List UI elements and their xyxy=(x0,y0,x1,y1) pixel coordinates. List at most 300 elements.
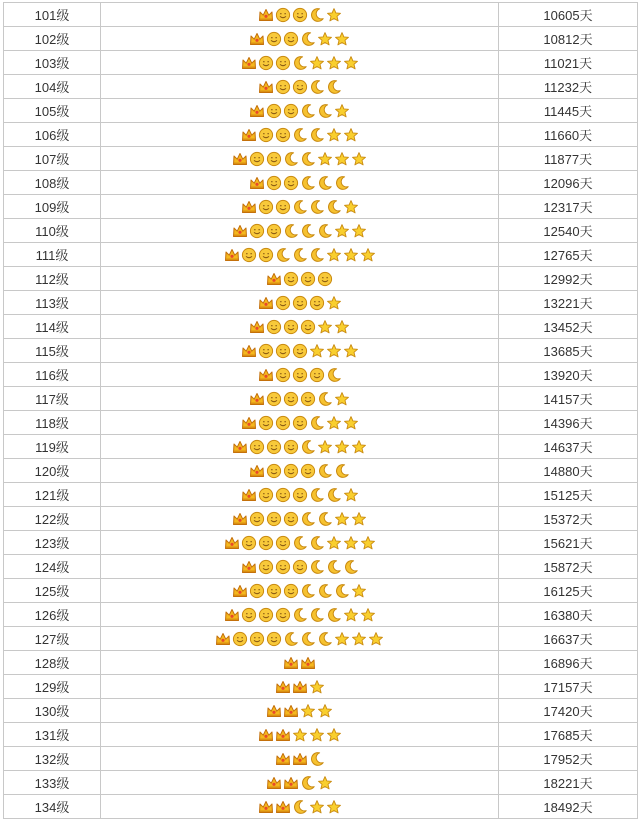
moon-icon xyxy=(317,175,333,191)
crown-icon xyxy=(241,559,257,575)
level-icons-cell xyxy=(101,579,499,603)
moon-icon xyxy=(292,607,308,623)
days-cell: 14157天 xyxy=(499,387,638,411)
moon-icon xyxy=(317,583,333,599)
sun-icon xyxy=(275,415,291,431)
star-icon xyxy=(343,343,359,359)
days-cell: 16125天 xyxy=(499,579,638,603)
table-row xyxy=(4,555,638,579)
star-icon xyxy=(326,55,342,71)
level-icons-cell xyxy=(101,195,499,219)
moon-icon xyxy=(309,535,325,551)
sun-icon xyxy=(258,487,274,503)
star-icon xyxy=(351,511,367,527)
star-icon xyxy=(326,799,342,815)
level-cell: 116级 xyxy=(4,363,101,387)
sun-icon xyxy=(258,127,274,143)
table-row xyxy=(4,315,638,339)
sun-icon xyxy=(266,223,282,239)
table-row xyxy=(4,771,638,795)
star-icon xyxy=(334,319,350,335)
sun-icon xyxy=(266,319,282,335)
level-icons-cell xyxy=(101,123,499,147)
star-icon xyxy=(309,343,325,359)
level-icons-cell xyxy=(101,627,499,651)
table-row xyxy=(4,291,638,315)
sun-icon xyxy=(283,319,299,335)
moon-icon xyxy=(326,199,342,215)
level-icons-cell xyxy=(101,315,499,339)
star-icon xyxy=(317,31,333,47)
table-row xyxy=(4,195,638,219)
moon-icon xyxy=(309,559,325,575)
table-row xyxy=(4,75,638,99)
star-icon xyxy=(351,223,367,239)
table-row xyxy=(4,531,638,555)
crown-icon xyxy=(249,391,265,407)
days-cell: 13685天 xyxy=(499,339,638,363)
star-icon xyxy=(360,607,376,623)
sun-icon xyxy=(266,151,282,167)
moon-icon xyxy=(275,247,291,263)
table-row xyxy=(4,267,638,291)
sun-icon xyxy=(275,127,291,143)
sun-icon xyxy=(258,343,274,359)
days-cell: 14880天 xyxy=(499,459,638,483)
crown-icon xyxy=(232,151,248,167)
star-icon xyxy=(317,439,333,455)
level-cell: 101级 xyxy=(4,3,101,27)
level-cell: 109级 xyxy=(4,195,101,219)
sun-icon xyxy=(283,439,299,455)
star-icon xyxy=(343,535,359,551)
star-icon xyxy=(309,727,325,743)
star-icon xyxy=(326,127,342,143)
star-icon xyxy=(334,223,350,239)
level-cell: 103级 xyxy=(4,51,101,75)
level-cell: 110级 xyxy=(4,219,101,243)
moon-icon xyxy=(309,247,325,263)
sun-icon xyxy=(317,271,333,287)
sun-icon xyxy=(249,151,265,167)
sun-icon xyxy=(283,583,299,599)
level-icons-cell xyxy=(101,147,499,171)
star-icon xyxy=(343,199,359,215)
moon-icon xyxy=(317,223,333,239)
star-icon xyxy=(326,535,342,551)
level-cell: 131级 xyxy=(4,723,101,747)
sun-icon xyxy=(249,583,265,599)
days-cell: 12540天 xyxy=(499,219,638,243)
level-cell: 130级 xyxy=(4,699,101,723)
sun-icon xyxy=(292,295,308,311)
crown-icon xyxy=(258,295,274,311)
crown-icon xyxy=(283,703,299,719)
crown-icon xyxy=(249,31,265,47)
level-icons-cell xyxy=(101,339,499,363)
level-icons-cell xyxy=(101,219,499,243)
moon-icon xyxy=(283,631,299,647)
moon-icon xyxy=(326,367,342,383)
sun-icon xyxy=(275,55,291,71)
crown-icon xyxy=(258,367,274,383)
table-row xyxy=(4,411,638,435)
sun-icon xyxy=(275,487,291,503)
sun-icon xyxy=(300,391,316,407)
moon-icon xyxy=(292,247,308,263)
moon-icon xyxy=(326,79,342,95)
crown-icon xyxy=(275,727,291,743)
days-cell: 14396天 xyxy=(499,411,638,435)
crown-icon xyxy=(258,727,274,743)
level-cell: 119级 xyxy=(4,435,101,459)
sun-icon xyxy=(283,271,299,287)
table-row xyxy=(4,579,638,603)
star-icon xyxy=(351,631,367,647)
days-cell: 13221天 xyxy=(499,291,638,315)
table-row xyxy=(4,459,638,483)
table-row xyxy=(4,27,638,51)
level-cell: 122级 xyxy=(4,507,101,531)
level-icons-cell xyxy=(101,411,499,435)
sun-icon xyxy=(241,535,257,551)
days-cell: 16896天 xyxy=(499,651,638,675)
moon-icon xyxy=(283,223,299,239)
star-icon xyxy=(300,703,316,719)
sun-icon xyxy=(266,391,282,407)
level-cell: 134级 xyxy=(4,795,101,819)
days-cell: 10812天 xyxy=(499,27,638,51)
table-row xyxy=(4,603,638,627)
days-cell: 15872天 xyxy=(499,555,638,579)
days-cell: 10605天 xyxy=(499,3,638,27)
crown-icon xyxy=(283,655,299,671)
star-icon xyxy=(351,439,367,455)
sun-icon xyxy=(249,511,265,527)
sun-icon xyxy=(258,559,274,575)
star-icon xyxy=(343,55,359,71)
star-icon xyxy=(317,703,333,719)
sun-icon xyxy=(292,79,308,95)
crown-icon xyxy=(249,463,265,479)
sun-icon xyxy=(292,415,308,431)
sun-icon xyxy=(292,487,308,503)
sun-icon xyxy=(275,367,291,383)
moon-icon xyxy=(292,199,308,215)
crown-icon xyxy=(232,583,248,599)
moon-icon xyxy=(309,607,325,623)
moon-icon xyxy=(334,463,350,479)
sun-icon xyxy=(266,583,282,599)
sun-icon xyxy=(275,295,291,311)
star-icon xyxy=(343,415,359,431)
crown-icon xyxy=(241,487,257,503)
crown-icon xyxy=(249,175,265,191)
table-row xyxy=(4,243,638,267)
crown-icon xyxy=(283,775,299,791)
moon-icon xyxy=(317,511,333,527)
level-icons-cell xyxy=(101,171,499,195)
days-cell: 17420天 xyxy=(499,699,638,723)
moon-icon xyxy=(334,175,350,191)
level-cell: 124级 xyxy=(4,555,101,579)
sun-icon xyxy=(258,535,274,551)
crown-icon xyxy=(266,703,282,719)
moon-icon xyxy=(300,103,316,119)
moon-icon xyxy=(292,55,308,71)
level-cell: 121级 xyxy=(4,483,101,507)
sun-icon xyxy=(258,415,274,431)
level-cell: 107级 xyxy=(4,147,101,171)
crown-icon xyxy=(224,247,240,263)
days-cell: 15372天 xyxy=(499,507,638,531)
star-icon xyxy=(292,727,308,743)
moon-icon xyxy=(300,223,316,239)
crown-icon xyxy=(292,751,308,767)
level-icons-cell xyxy=(101,531,499,555)
days-cell: 11877天 xyxy=(499,147,638,171)
moon-icon xyxy=(309,79,325,95)
moon-icon xyxy=(309,487,325,503)
crown-icon xyxy=(232,511,248,527)
moon-icon xyxy=(300,439,316,455)
sun-icon xyxy=(266,103,282,119)
moon-icon xyxy=(334,583,350,599)
level-icons-cell xyxy=(101,603,499,627)
table-row xyxy=(4,99,638,123)
sun-icon xyxy=(232,631,248,647)
days-cell: 18221天 xyxy=(499,771,638,795)
crown-icon xyxy=(300,655,316,671)
sun-icon xyxy=(309,295,325,311)
table-row xyxy=(4,363,638,387)
sun-icon xyxy=(258,607,274,623)
days-cell: 11445天 xyxy=(499,99,638,123)
level-icons-cell xyxy=(101,27,499,51)
level-cell: 126级 xyxy=(4,603,101,627)
sun-icon xyxy=(292,559,308,575)
level-cell: 106级 xyxy=(4,123,101,147)
sun-icon xyxy=(283,103,299,119)
star-icon xyxy=(317,151,333,167)
table-row xyxy=(4,723,638,747)
days-cell: 12992天 xyxy=(499,267,638,291)
level-cell: 132级 xyxy=(4,747,101,771)
moon-icon xyxy=(326,607,342,623)
level-cell: 113级 xyxy=(4,291,101,315)
sun-icon xyxy=(266,31,282,47)
star-icon xyxy=(309,799,325,815)
table-row xyxy=(4,123,638,147)
moon-icon xyxy=(300,631,316,647)
moon-icon xyxy=(317,631,333,647)
level-table-body xyxy=(4,3,638,819)
star-icon xyxy=(368,631,384,647)
star-icon xyxy=(317,319,333,335)
table-row xyxy=(4,747,638,771)
sun-icon xyxy=(258,55,274,71)
sun-icon xyxy=(292,343,308,359)
crown-icon xyxy=(241,127,257,143)
moon-icon xyxy=(292,799,308,815)
crown-icon xyxy=(275,679,291,695)
level-icons-cell xyxy=(101,699,499,723)
table-row xyxy=(4,51,638,75)
days-cell: 18492天 xyxy=(499,795,638,819)
level-cell: 111级 xyxy=(4,243,101,267)
sun-icon xyxy=(283,463,299,479)
crown-icon xyxy=(241,343,257,359)
level-icons-cell xyxy=(101,651,499,675)
sun-icon xyxy=(300,271,316,287)
level-cell: 102级 xyxy=(4,27,101,51)
moon-icon xyxy=(300,151,316,167)
crown-icon xyxy=(241,199,257,215)
table-row xyxy=(4,651,638,675)
moon-icon xyxy=(326,559,342,575)
star-icon xyxy=(326,7,342,23)
star-icon xyxy=(334,391,350,407)
level-icons-cell xyxy=(101,723,499,747)
moon-icon xyxy=(309,7,325,23)
sun-icon xyxy=(275,343,291,359)
sun-icon xyxy=(266,439,282,455)
level-icons-cell xyxy=(101,435,499,459)
crown-icon xyxy=(224,607,240,623)
crown-icon xyxy=(249,319,265,335)
sun-icon xyxy=(241,607,257,623)
level-cell: 133级 xyxy=(4,771,101,795)
star-icon xyxy=(326,247,342,263)
crown-icon xyxy=(258,7,274,23)
star-icon xyxy=(334,103,350,119)
level-icons-cell xyxy=(101,267,499,291)
moon-icon xyxy=(309,199,325,215)
sun-icon xyxy=(266,463,282,479)
table-row xyxy=(4,627,638,651)
level-cell: 105级 xyxy=(4,99,101,123)
level-icons-cell xyxy=(101,483,499,507)
table-row xyxy=(4,219,638,243)
sun-icon xyxy=(283,175,299,191)
level-cell: 118级 xyxy=(4,411,101,435)
sun-icon xyxy=(275,559,291,575)
moon-icon xyxy=(300,583,316,599)
star-icon xyxy=(334,31,350,47)
sun-icon xyxy=(266,511,282,527)
crown-icon xyxy=(292,679,308,695)
moon-icon xyxy=(317,103,333,119)
moon-icon xyxy=(317,463,333,479)
level-icons-cell xyxy=(101,459,499,483)
table-row xyxy=(4,171,638,195)
days-cell: 12765天 xyxy=(499,243,638,267)
sun-icon xyxy=(258,199,274,215)
days-cell: 17685天 xyxy=(499,723,638,747)
star-icon xyxy=(351,151,367,167)
sun-icon xyxy=(266,631,282,647)
star-icon xyxy=(309,679,325,695)
crown-icon xyxy=(258,799,274,815)
level-icons-cell xyxy=(101,675,499,699)
crown-icon xyxy=(232,439,248,455)
days-cell: 12317天 xyxy=(499,195,638,219)
level-cell: 114级 xyxy=(4,315,101,339)
star-icon xyxy=(326,343,342,359)
star-icon xyxy=(343,487,359,503)
level-icons-cell xyxy=(101,771,499,795)
star-icon xyxy=(343,247,359,263)
crown-icon xyxy=(249,103,265,119)
level-cell: 104级 xyxy=(4,75,101,99)
crown-icon xyxy=(266,775,282,791)
days-cell: 17952天 xyxy=(499,747,638,771)
level-cell: 112级 xyxy=(4,267,101,291)
days-cell: 14637天 xyxy=(499,435,638,459)
sun-icon xyxy=(275,607,291,623)
sun-icon xyxy=(292,7,308,23)
table-row xyxy=(4,483,638,507)
sun-icon xyxy=(275,79,291,95)
sun-icon xyxy=(241,247,257,263)
days-cell: 17157天 xyxy=(499,675,638,699)
moon-icon xyxy=(292,127,308,143)
star-icon xyxy=(317,775,333,791)
star-icon xyxy=(309,55,325,71)
star-icon xyxy=(334,631,350,647)
star-icon xyxy=(360,535,376,551)
level-cell: 120级 xyxy=(4,459,101,483)
crown-icon xyxy=(224,535,240,551)
sun-icon xyxy=(249,439,265,455)
crown-icon xyxy=(232,223,248,239)
level-cell: 127级 xyxy=(4,627,101,651)
sun-icon xyxy=(300,463,316,479)
level-cell: 129级 xyxy=(4,675,101,699)
star-icon xyxy=(351,583,367,599)
level-icons-cell xyxy=(101,291,499,315)
level-icons-cell xyxy=(101,507,499,531)
table-row xyxy=(4,435,638,459)
level-icons-cell xyxy=(101,75,499,99)
level-icons-cell xyxy=(101,243,499,267)
moon-icon xyxy=(300,511,316,527)
sun-icon xyxy=(275,7,291,23)
days-cell: 16637天 xyxy=(499,627,638,651)
level-cell: 117级 xyxy=(4,387,101,411)
days-cell: 11232天 xyxy=(499,75,638,99)
moon-icon xyxy=(309,751,325,767)
crown-icon xyxy=(266,271,282,287)
level-icons-cell xyxy=(101,363,499,387)
table-row xyxy=(4,387,638,411)
table-row xyxy=(4,675,638,699)
sun-icon xyxy=(283,391,299,407)
moon-icon xyxy=(300,775,316,791)
level-cell: 125级 xyxy=(4,579,101,603)
days-cell: 12096天 xyxy=(499,171,638,195)
star-icon xyxy=(326,727,342,743)
table-row xyxy=(4,3,638,27)
sun-icon xyxy=(266,175,282,191)
sun-icon xyxy=(283,31,299,47)
level-cell: 128级 xyxy=(4,651,101,675)
moon-icon xyxy=(300,31,316,47)
sun-icon xyxy=(249,631,265,647)
crown-icon xyxy=(241,415,257,431)
star-icon xyxy=(334,151,350,167)
days-cell: 15125天 xyxy=(499,483,638,507)
